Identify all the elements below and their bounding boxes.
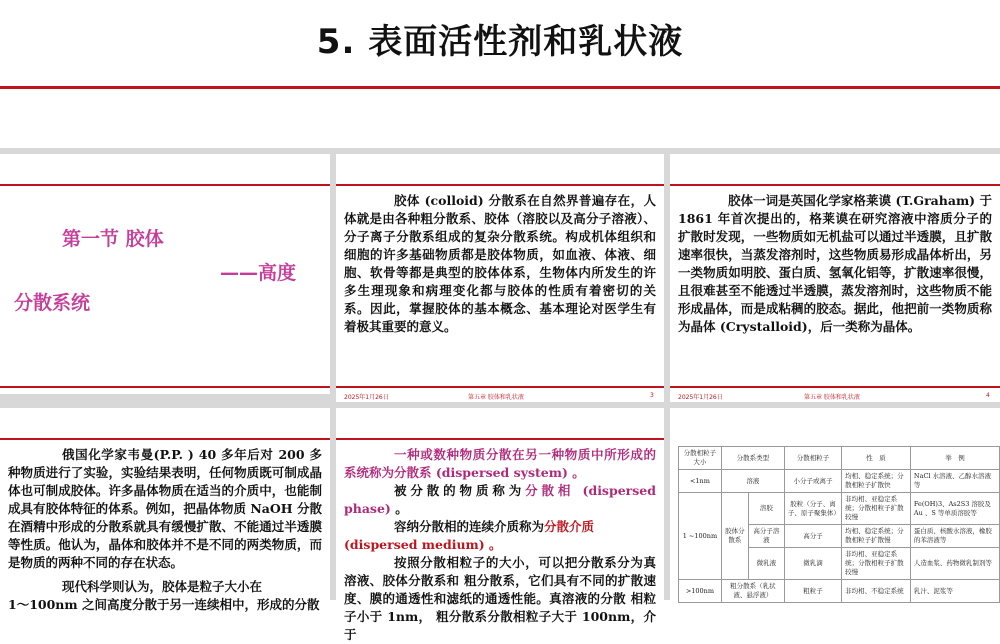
table-cell: >100nm	[679, 580, 722, 603]
slide-grid	[0, 148, 1000, 642]
table-cell: <1nm	[679, 470, 722, 493]
table-header-cell: 分散相粒子大小	[679, 447, 722, 470]
dispersion-classification-table	[678, 446, 1000, 603]
slide-thumbnail-2[interactable]	[336, 154, 664, 402]
title-banner	[0, 0, 1000, 148]
table-cell: 均相、稳定系统；分散相粒子扩散快	[842, 470, 911, 493]
slide-top-line	[336, 184, 664, 186]
section-title: 第一节 胶体	[62, 228, 164, 250]
dispersed-medium-english	[344, 536, 656, 554]
table-cell: Fe(OH)3、As2S3 溶胶及 Au 、S 等单质溶胶等	[910, 493, 999, 525]
table-cell: 1 ~100nm	[679, 493, 722, 580]
table-cell: 非均相、亚稳定系统；分散相粒子扩散较慢	[842, 493, 911, 525]
classification-paragraph: 按照分散相粒子的大小，可以把分散系分为真溶液、胶体分散系和 粗分散系，它们具有不同的扩散速度、膜的通透性和滤纸的通透性能。真溶液的分散 相粒子小于 1nm， 粗分散系分散相粒子大于 100nm，介于	[344, 555, 656, 642]
table-row	[679, 493, 1000, 525]
slide-bottom-line	[0, 386, 330, 388]
table-cell: 均相、稳定系统；分散相粒子扩散慢	[842, 525, 911, 548]
table-cell: 胶粒（分子、离子、原子聚集体）	[784, 493, 841, 525]
section-subtitle-2: 分散系统	[14, 292, 91, 314]
table-cell: 乳汁、泥浆等	[910, 580, 999, 603]
table-cell: 微乳液	[748, 548, 784, 580]
slide-body-text-2: 现代科学则认为，胶体是粒子大小在	[62, 579, 263, 594]
title-divider	[0, 86, 1000, 89]
dispersed-phase-end: 。	[390, 501, 408, 516]
table-cell: 粗粒子	[784, 580, 841, 603]
slide-bottom-line	[336, 386, 664, 388]
slide-body-text-3: 1～100nm 之间高度分散于另一连续相中，形成的分散	[8, 597, 320, 612]
table-cell: 溶液	[721, 470, 784, 493]
dispersed-phase-line	[344, 482, 656, 518]
dispersed-medium-line	[344, 518, 656, 536]
footer-chapter: 第五章 胶体和乳状液	[468, 394, 524, 401]
table-cell: 蛋白质、核酸水溶液，橡胶的苯溶液等	[910, 525, 999, 548]
dispersed-medium-english-text: (dispersed medium) 。	[344, 537, 502, 552]
slide-top-line	[0, 184, 330, 186]
slide-thumbnail-4[interactable]	[0, 408, 330, 612]
dispersed-phase-lead: 被分散的物质称为	[394, 483, 526, 498]
footer-page-number: 4	[986, 392, 990, 399]
table-header-cell: 性 质	[842, 447, 911, 470]
table-cell: 高分子溶 液	[748, 525, 784, 548]
table-header-cell: 分散系类型	[721, 447, 784, 470]
slide-body-text: 俄国化学家韦曼(P.P. ) 40 多年后对 200 多种物质进行了实验，实验结果表明，任何物质既可制成晶体也可制成胶体。许多晶体物质在适当的介质中，也能制成具有胶体特征的体系。例如，把晶体物质 NaOH 分散在酒精中形成的分散系就具有缓慢扩散、不能通过半透膜等性质。他认为，晶体和胶体并不是不同的两类物质，而是物质的两种不同的存在状态。	[8, 447, 322, 570]
slide-body-text: 胶体 (colloid) 分散系在自然界普遍存在，人体就是由各种粗分散系、胶体（溶胶以及高分子溶液）、分子离子分散系组成的复杂分散系统。构成机体组织和细胞的许多基础物质都是胶体物质，如血液、体液、细胞、软骨等都是典型的胶体体系，生物体内所发生的许多生理现象和病理变化都与胶体的性质有着密切的关系。因此，掌握胶体的基本概念、基本理论对医学生有着极其重要的意义。	[344, 193, 656, 334]
table-header-cell: 分散相粒子	[784, 447, 841, 470]
slide-top-line	[670, 184, 1000, 186]
footer-chapter: 第五章 胶体和乳状液	[804, 394, 860, 401]
section-subtitle: ——高度	[220, 262, 297, 284]
footer-date: 2025年1月26日	[678, 394, 723, 401]
slide-body-text	[344, 446, 656, 644]
slide-bottom-line	[670, 386, 1000, 388]
dispersed-phase-term: 分散相 (dispersed phase)	[344, 483, 656, 516]
page-title: 5. 表面活性剂和乳状液	[316, 22, 684, 62]
slide-thumbnail-1[interactable]	[0, 154, 330, 394]
table-cell: 高分子	[784, 525, 841, 548]
table-cell: 微乳滴	[784, 548, 841, 580]
table-header-cell: 举 例	[910, 447, 999, 470]
table-cell: 人造血浆、药物微乳制剂等	[910, 548, 999, 580]
table-header-row	[679, 447, 1000, 470]
slide-body-text: 胶体一词是英国化学家格莱谟 (T.Graham) 于1861 年首次提出的，格莱谟在研究溶液中溶质分子的扩散时发现，一些物质如无机盐可以通过半透膜，且扩散速率很快，当蒸发溶剂时，这些物质易形成晶体析出，另一类物质如明胶、蛋白质、氢氧化铝等，扩散速率很慢，且很难甚至不能透过半透膜，蒸发溶剂时，这些物质不能形成晶体，而是成粘稠的胶态。据此，他把前一类物质称为晶体 (Crystalloid)，后一类称为晶体。	[678, 193, 992, 334]
footer-page-number: 3	[650, 392, 654, 399]
slide-thumbnail-3[interactable]	[670, 154, 1000, 402]
table-cell: 小分子或离子	[784, 470, 841, 493]
dispersed-medium-lead: 容纳分散相的连续介质称为	[394, 519, 545, 534]
table-cell: 胶体分散系	[721, 493, 748, 580]
table-cell: 非均相、亚稳定系统；分散相粒子扩散较慢	[842, 548, 911, 580]
slide-top-line	[0, 438, 330, 440]
table-cell: 溶胶	[748, 493, 784, 525]
table-cell: NaCl 水溶液、乙醇水溶液等	[910, 470, 999, 493]
footer-date: 2025年1月26日	[344, 394, 389, 401]
table-cell: 非均相、不稳定系统	[842, 580, 911, 603]
table-row	[679, 580, 1000, 603]
slide-top-line	[336, 438, 664, 440]
dispersed-medium-term: 分散介质	[544, 519, 595, 534]
table-row	[679, 470, 1000, 493]
slide-thumbnail-6[interactable]	[670, 408, 1000, 608]
slide-thumbnail-5[interactable]	[336, 408, 664, 642]
table-cell: 粗分散系（乳状液、悬浮液）	[721, 580, 784, 603]
dispersion-definition: 一种或数种物质分散在另一种物质中所形成的系统称为分散系 (dispersed system) 。	[344, 447, 656, 480]
